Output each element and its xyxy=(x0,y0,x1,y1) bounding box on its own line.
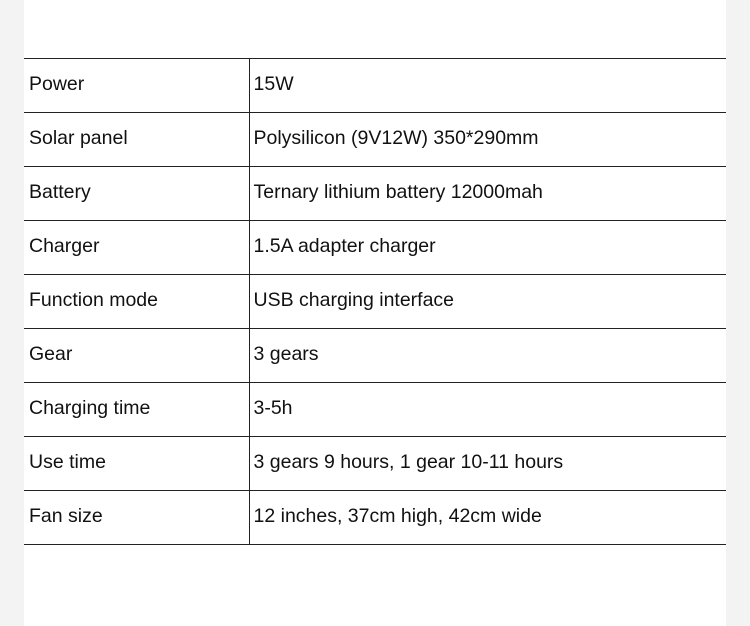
spec-label: Fan size xyxy=(24,491,249,545)
table-row xyxy=(24,113,726,167)
table-row xyxy=(24,383,726,437)
table-row xyxy=(24,221,726,275)
spec-label: Battery xyxy=(24,167,249,221)
table-row xyxy=(24,59,726,113)
spec-label: Gear xyxy=(24,329,249,383)
spec-label: Use time xyxy=(24,437,249,491)
table-row xyxy=(24,275,726,329)
spec-value: 12 inches, 37cm high, 42cm wide xyxy=(249,491,726,545)
spec-label: Charging time xyxy=(24,383,249,437)
spec-value: 3 gears 9 hours, 1 gear 10-11 hours xyxy=(249,437,726,491)
spec-label: Power xyxy=(24,59,249,113)
spec-value: Polysilicon (9V12W) 350*290mm xyxy=(249,113,726,167)
spec-value: 3 gears xyxy=(249,329,726,383)
table-row xyxy=(24,437,726,491)
spec-value: Ternary lithium battery 12000mah xyxy=(249,167,726,221)
table-row xyxy=(24,491,726,545)
table-row xyxy=(24,167,726,221)
spec-label: Function mode xyxy=(24,275,249,329)
table-row xyxy=(24,329,726,383)
spec-label: Solar panel xyxy=(24,113,249,167)
spec-label: Charger xyxy=(24,221,249,275)
spec-table xyxy=(24,58,726,545)
spec-value: 3-5h xyxy=(249,383,726,437)
spec-sheet xyxy=(24,0,726,626)
spec-value: 1.5A adapter charger xyxy=(249,221,726,275)
spec-value: USB charging interface xyxy=(249,275,726,329)
spec-value: 15W xyxy=(249,59,726,113)
